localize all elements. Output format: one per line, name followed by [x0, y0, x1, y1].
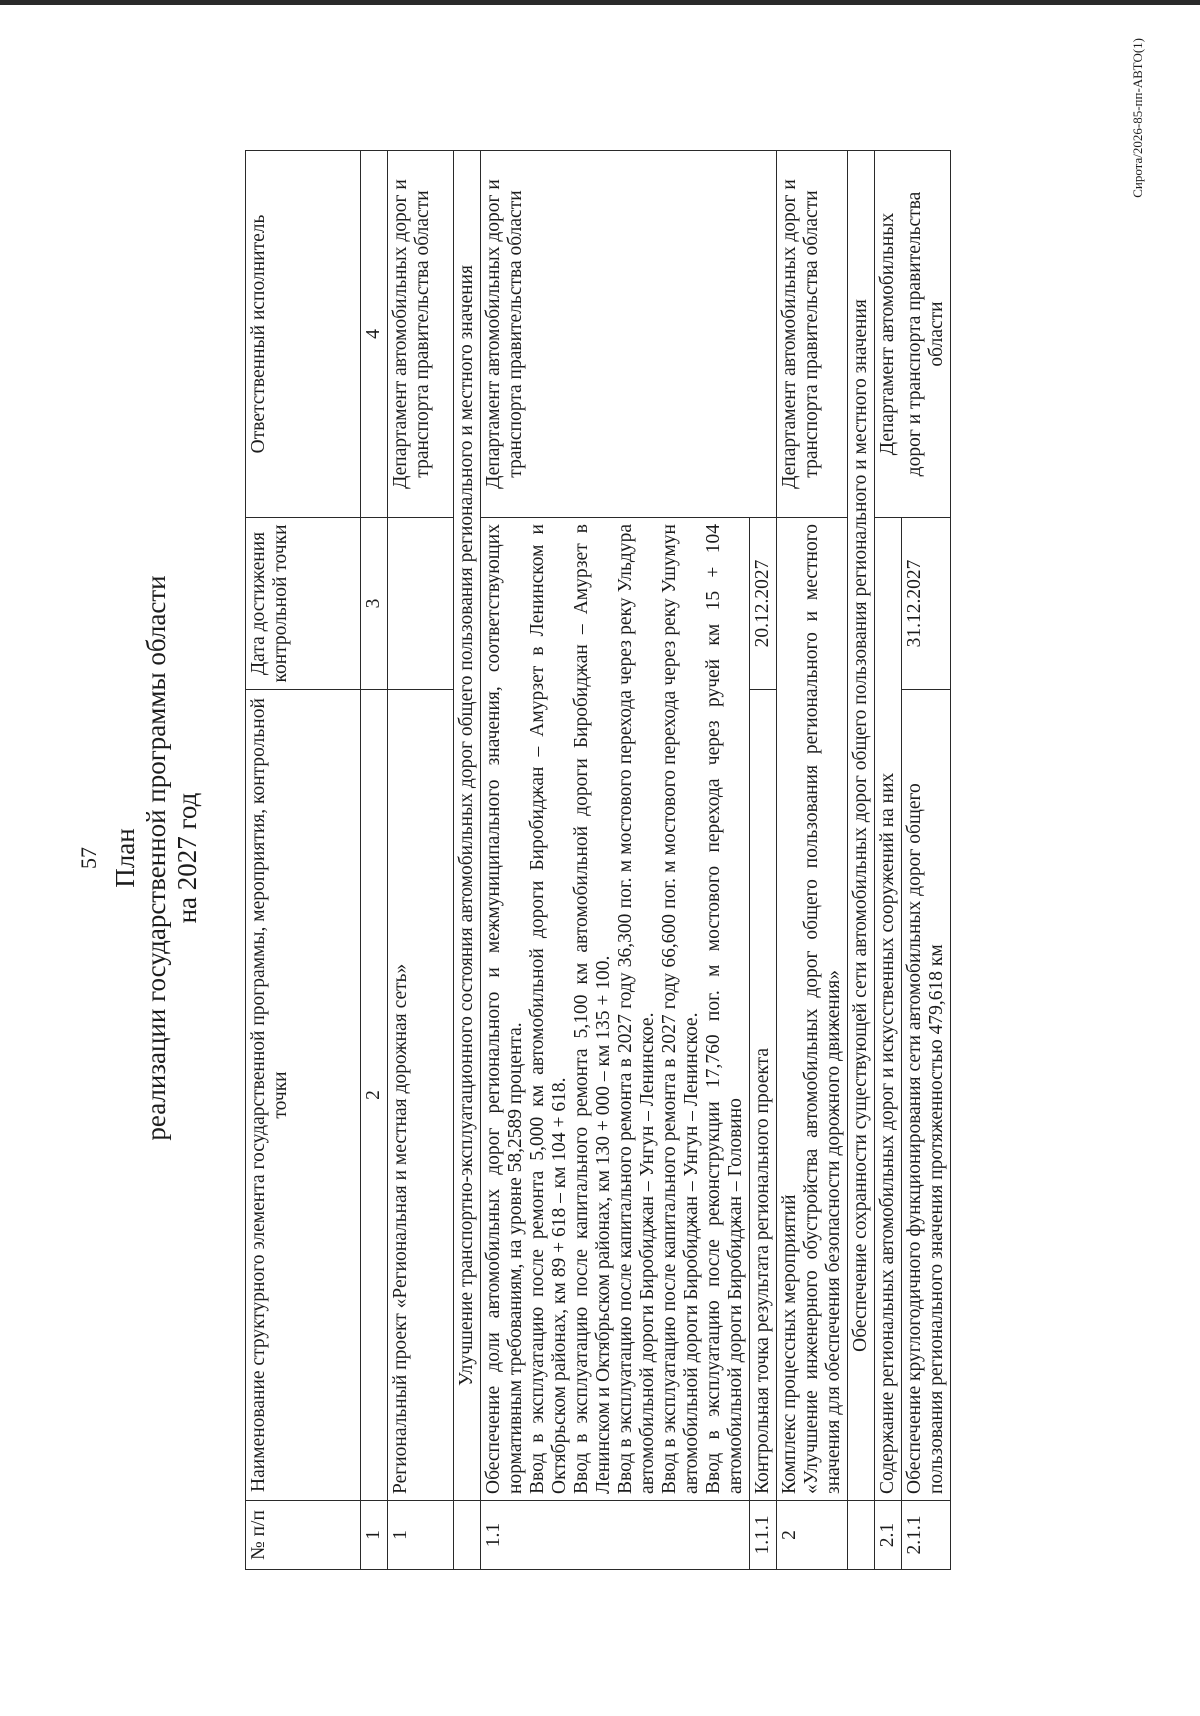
table-row — [388, 151, 454, 1570]
col-number-4: 4 — [361, 151, 388, 518]
row-num: 1.1 — [481, 1501, 750, 1570]
section-row — [848, 151, 875, 1570]
row-text-line: Ввод в эксплуатацию после капитального ремонта 5,100 км автомобильной дороги Биробиджан – Амурзет в Ленинском и Октябрьском районах, км 130 + 000 – км 135 + 100. — [571, 524, 614, 1494]
row-name — [777, 518, 848, 1501]
row-exec: Департамент автомобильных дорог и транспорта правительства области — [481, 151, 777, 518]
plan-table — [245, 150, 951, 1570]
col-number-1: 1 — [361, 1501, 388, 1570]
section-num — [454, 1501, 481, 1570]
row-name: Содержание региональных автомобильных дорог и искусственных сооружений на них — [875, 518, 902, 1501]
row-date: 20.12.2027 — [750, 518, 777, 690]
row-text-line: Ввод в эксплуатацию после реконструкции 17,760 пог. м мостового перехода через ручей км 15 + 104 автомобильной дороги Биробиджан – Головино — [703, 524, 746, 1494]
section-goal: Обеспечение сохранности существующей сети автомобильных дорог общего пользования регионального и местного значения — [848, 151, 875, 1501]
row-date — [388, 518, 454, 690]
title-line-1: План — [110, 828, 140, 888]
row-name — [481, 518, 750, 1501]
header-exec: Ответственный исполнитель — [246, 151, 361, 518]
document-title — [110, 0, 203, 1716]
row-num: 1.1.1 — [750, 1501, 777, 1570]
title-line-2: реализации государственной программы области — [141, 575, 171, 1141]
header-name: Наименование структурного элемента государственной программы, мероприятия, контрольной точки — [246, 690, 361, 1501]
row-num: 2.1 — [875, 1501, 902, 1570]
row-text-line: Обеспечение доли автомобильных дорог регионального и межмуниципального значения, соответствующих нормативным требованиям, на уровне 58,2589 процента. — [483, 524, 526, 1494]
row-date: 31.12.2027 — [902, 518, 951, 690]
table-row — [902, 151, 951, 1570]
section-num — [848, 1501, 875, 1570]
section-goal: Улучшение транспортно-эксплуатационного состояния автомобильных дорог общего пользования регионального и местного значения — [454, 151, 481, 1501]
row-exec: Департамент автомобильных — [875, 151, 902, 518]
table-row — [777, 151, 848, 1570]
row-num: 2.1.1 — [902, 1501, 951, 1570]
table-row — [481, 151, 750, 1570]
header-row — [246, 151, 361, 1570]
col-number-2: 2 — [361, 690, 388, 1501]
row-exec: Департамент автомобильных дорог и транспорта правительства области — [388, 151, 454, 518]
title-line-3: на 2027 год — [172, 792, 202, 924]
document-code: Сирота/2026-85-пп-АВТО(1) — [1130, 38, 1145, 198]
row-text-line: «Улучшение инженерного обустройства автомобильных дорог общего пользования регионального и местного значения для обеспечения безопасности дорожного движения» — [801, 524, 844, 1494]
row-text-line: Комплекс процессных мероприятий — [779, 1194, 800, 1494]
col-number-3: 3 — [361, 518, 388, 690]
row-text-line: Ввод в эксплуатацию после капитального ремонта в 2027 году 66,600 пог. м мостового перехода через реку Ушумун автомобильной дороги Биробиджан – Унгун – Ленинское. — [659, 524, 702, 1494]
row-text-line: Ввод в эксплуатацию после капитального ремонта в 2027 году 36,300 пог. м мостового перехода через реку Ульдура автомобильной дороги Биробиджан – Унгун – Ленинское. — [615, 524, 658, 1494]
section-row — [454, 151, 481, 1570]
row-name: Контрольная точка результата регионального проекта — [750, 690, 777, 1501]
row-num: 2 — [777, 1501, 848, 1570]
header-num: № п/п — [246, 1501, 361, 1570]
row-name: Обеспечение круглогодичного функционирования сети автомобильных дорог общего пользования регионального значения протяженностью 479,618 км — [902, 690, 951, 1501]
row-exec: Департамент автомобильных дорог и транспорта правительства области — [777, 151, 848, 518]
row-num: 1 — [388, 1501, 454, 1570]
column-number-row — [361, 151, 388, 1570]
row-name: Региональный проект «Региональная и местная дорожная сеть» — [388, 690, 454, 1501]
row-text-line: Ввод в эксплуатацию после ремонта 5,000 км автомобильной дороги Биробиджан – Амурзет в Ленинском и Октябрьском районах, км 89 + 618 – км 104 + 618. — [527, 524, 570, 1494]
table-row — [875, 151, 902, 1570]
row-exec: дорог и транспорта правительства области — [902, 151, 951, 518]
page-number: 57 — [76, 847, 101, 869]
header-date: Дата достижения контрольной точки — [246, 518, 361, 690]
